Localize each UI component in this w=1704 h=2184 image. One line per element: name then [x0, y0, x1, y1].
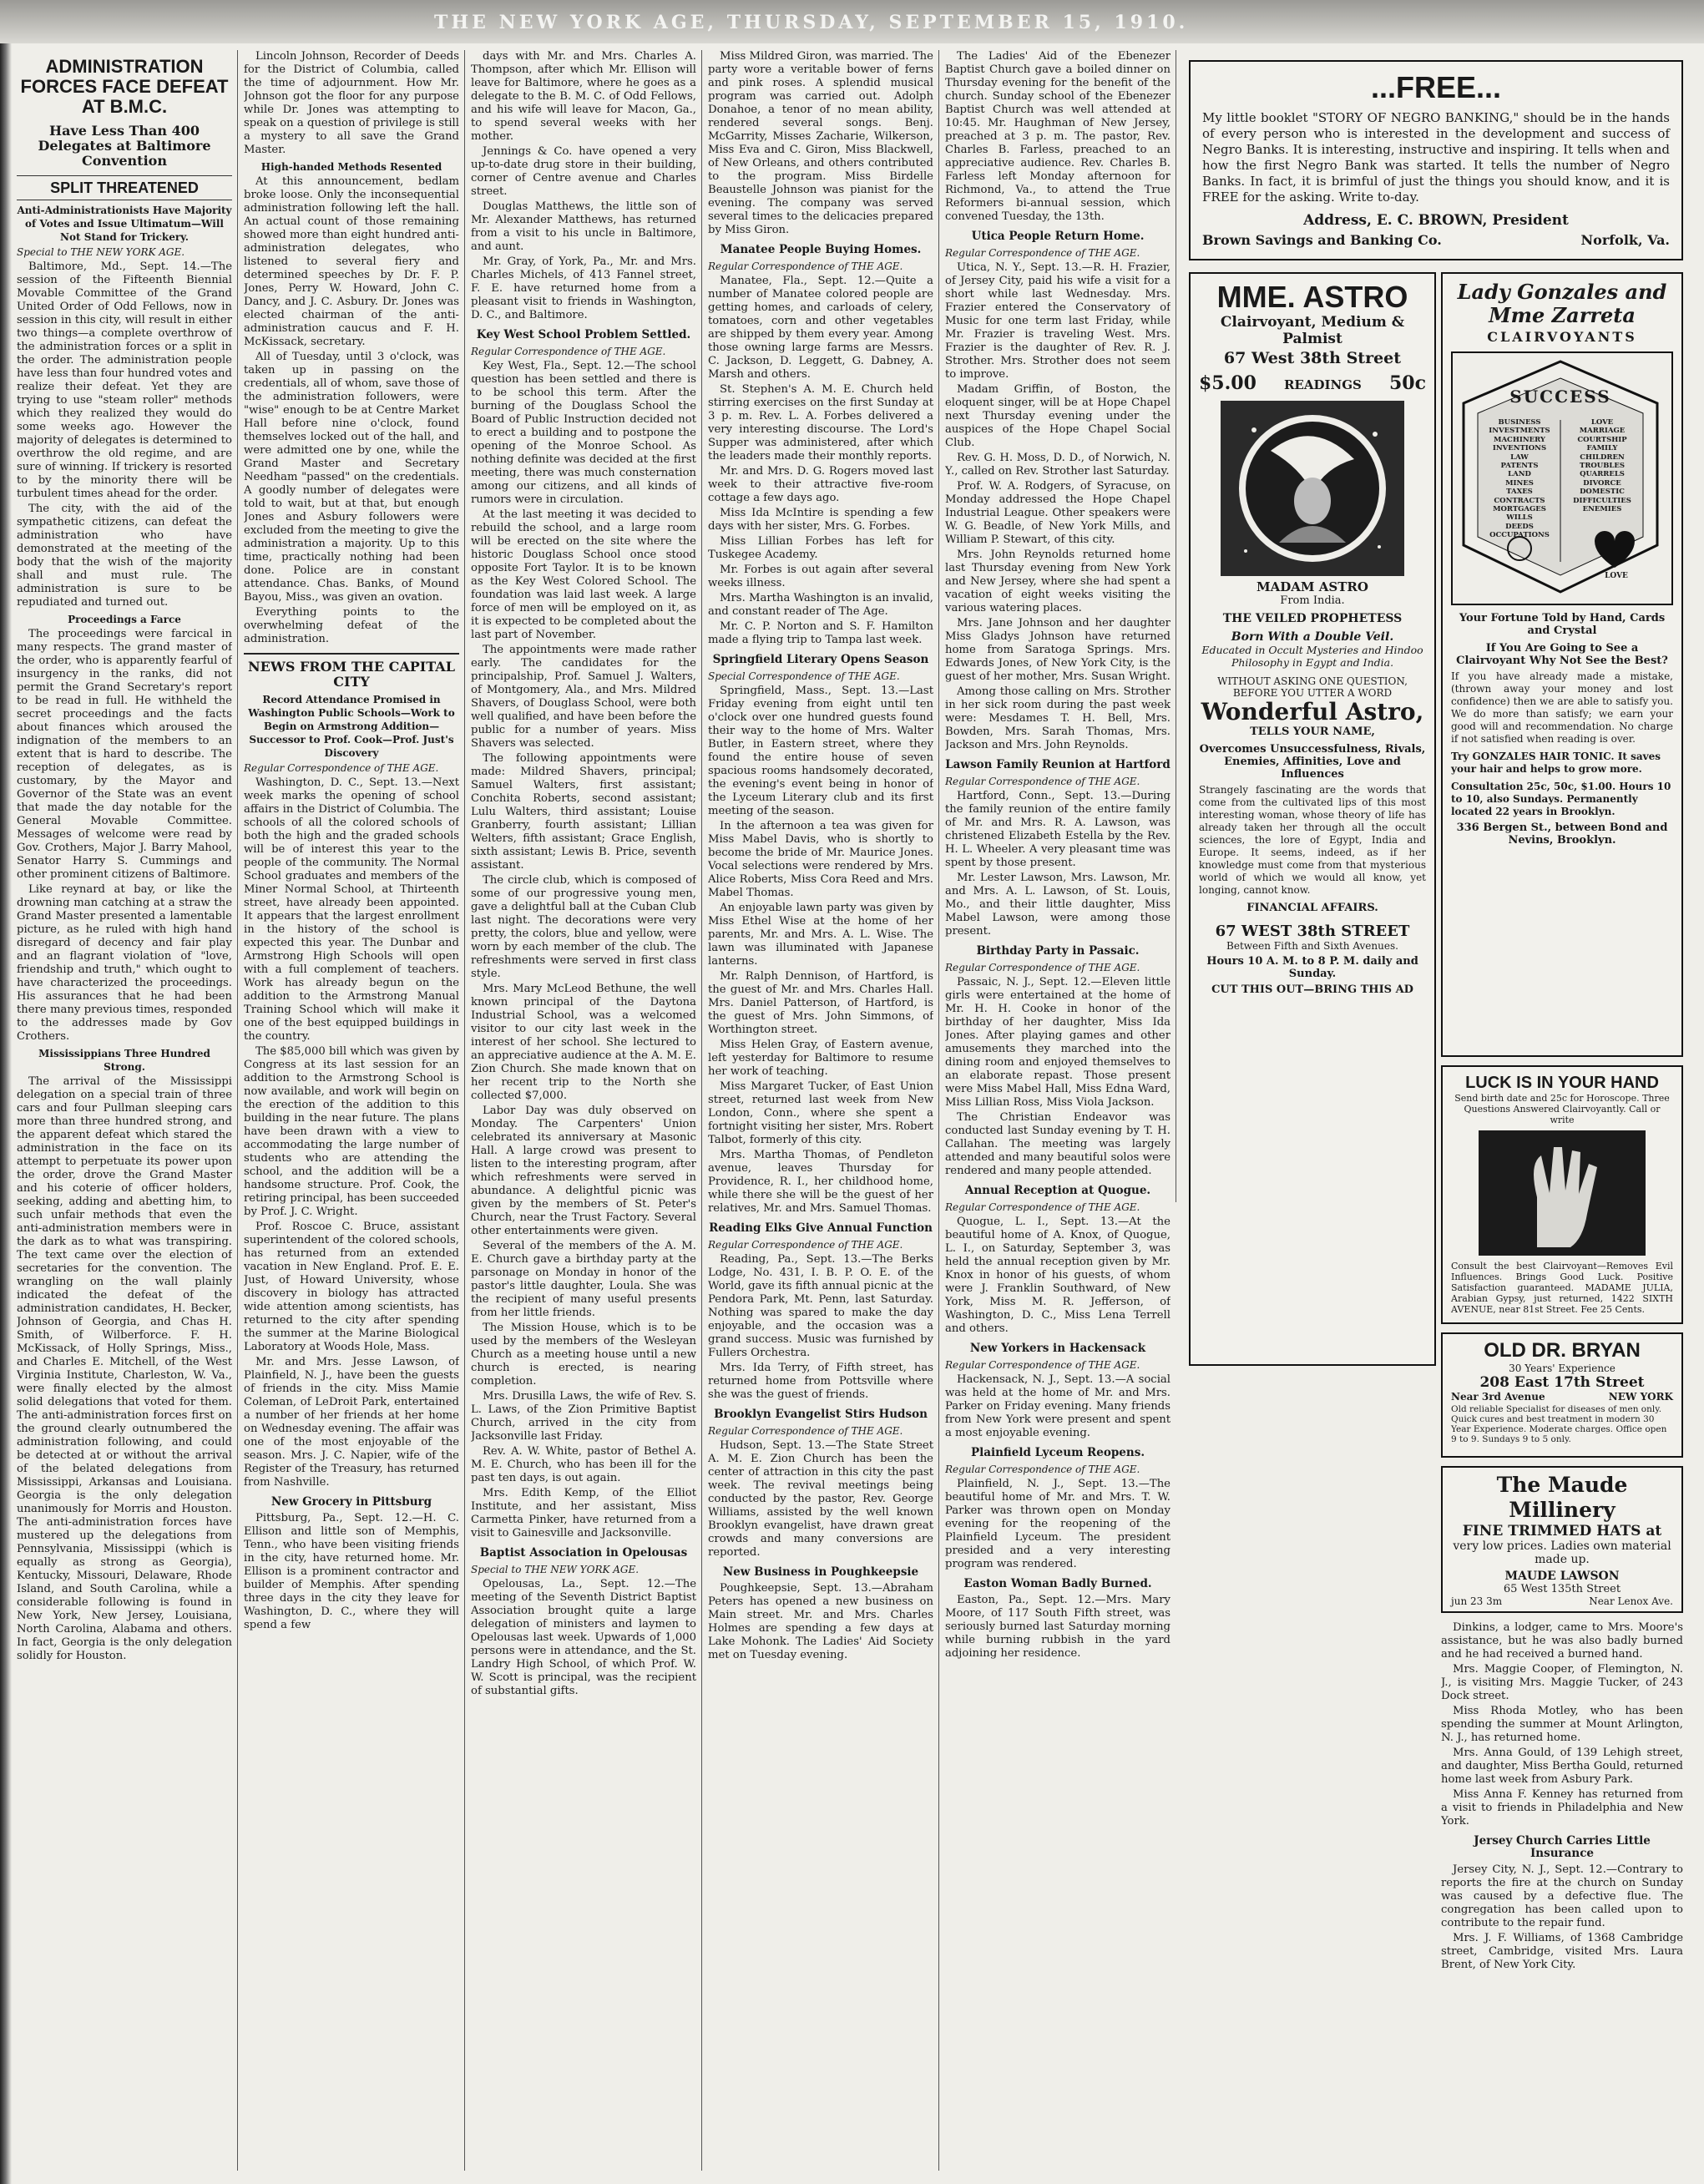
paragraph: The appointments were made rather early. The candidates for the principalship, Prof. Samuel J. Walters, of Montgomery, Ala., and Mrs. Mildred Shavers, of Douglass School, were both well qualified, and have been before the public for a number of years. Miss Shavers was selected.	[471, 644, 696, 750]
ad-address: 208 East 17th Street	[1479, 1374, 1645, 1391]
ad-body: My little booklet "STORY OF NEGRO BANKING," should be in the hands of every person who is interested in the development and success of Negro Banks. It is interesting, instructive and inspiring. It tells when and how the first Negro Bank was started. It tells the number of Negro Banks. In fact, it is brimful of just the things you should know, and it is FREE for the asking. Write to-day.	[1202, 110, 1670, 205]
portrait-caption: MADAM ASTRO	[1257, 579, 1368, 594]
paragraph: Miss Ida McIntire is spending a few days with her sister, Mrs. G. Forbes.	[708, 507, 933, 533]
masthead-title: THE NEW YORK AGE, THURSDAY, SEPTEMBER 15, 1910.	[434, 12, 1189, 33]
headline: New Grocery in Pittsburg	[271, 1495, 432, 1509]
headline: Brooklyn Evangelist Stirs Hudson	[714, 1408, 928, 1421]
section-subhead: Proceedings a Farce	[68, 614, 181, 625]
headline: Springfield Literary Opens Season	[712, 653, 929, 666]
ad-body: Old reliable Specialist for diseases of men only. Quick cures and best treatment in modern 30 Year Experience. Moderate charges. Office open 9 to 9. Sundays 9 to 5 only.	[1451, 1404, 1667, 1444]
correspondence-line: Regular Correspondence of THE AGE.	[471, 346, 666, 357]
paragraph: Washington, D. C., Sept. 13.—Next week marks the opening of school affairs in the District of Columbia. The schools of all the colored schools of both the high and the graded schools will be of interest this year to the people of the community. The Normal School graduates and members of the Miner Normal School, at Thirteenth street, have already been appointed. It appears that the largest enrollment in the history of the school is expected this year. The Dunbar and Armstrong High Schools will open with a full complement of teachers. Work has already begun on the addition to the Armstrong Manual Training School which will make it one of the best equipped buildings in the country.	[244, 776, 459, 1043]
column-rule	[464, 50, 465, 2171]
headline: Easton Woman Badly Burned.	[963, 1577, 1152, 1590]
emblem-left-word: LAW	[1510, 452, 1529, 462]
correspondence-line: Special to THE NEW YORK AGE.	[471, 1564, 640, 1575]
paragraph: Dinkins, a lodger, came to Mrs. Moore's assistance, but he was also badly burned and he had received a burned hand.	[1441, 1621, 1683, 1661]
paragraph: Mrs. Mary McLeod Bethune, the well known principal of the Daytona Industrial School, was a welcomed visitor to our city last week in the interest of her school. She lectured to an appreciative audience at the A. M. E. Zion Church. She made known that on her recent trip to the North she collected $7,000.	[471, 983, 696, 1102]
ad-city: NEW YORK	[1608, 1391, 1673, 1403]
emblem-right-word: QUARRELS	[1580, 470, 1625, 479]
emblem-right-list	[1565, 418, 1640, 513]
wonderful-astro: Wonderful Astro,	[1201, 698, 1424, 725]
ad-title: Lady Gonzales and Mme Zarreta	[1457, 280, 1667, 327]
emblem-right-word: ENEMIES	[1582, 505, 1622, 514]
correspondence-line: Regular Correspondence of THE AGE.	[945, 247, 1140, 259]
paragraph: Everything points to the overwhelming defeat of the administration.	[244, 606, 459, 645]
headline: Key West School Problem Settled.	[476, 328, 691, 341]
paragraph: The Mission House, which is to be used by the members of the Wesleyan Church as a meeting house until a new church is erected, is nearing completion.	[471, 1322, 696, 1388]
paragraph: Easton, Pa., Sept. 12.—Mrs. Mary Moore, of 117 South Fifth street, was seriously burned last Saturday morning while burning rubbish in the yard adjoining her residence.	[945, 1594, 1171, 1660]
column-rule	[701, 50, 702, 2171]
headline: Jersey Church Carries Little Insurance	[1474, 1834, 1651, 1860]
column-6	[1441, 1621, 1683, 2172]
paragraph: Mrs. Edith Kemp, of the Elliot Institute, and her assistant, Miss Carmetta Pinker, have returned from a visit to Gainesville and Jacksonville.	[471, 1487, 696, 1539]
headline: Baptist Association in Opelousas	[479, 1546, 688, 1560]
paragraph: Poughkeepsie, Sept. 13.—Abraham Peters has opened a new business on Main street. Mr. and Mrs. Charles Holmes are spending a few days at Lake Mohonk. The Ladies' Aid Society met on Tuesday evening.	[708, 1582, 933, 1661]
subheadline: SPLIT THREATENED	[17, 175, 232, 200]
column-2	[244, 50, 459, 2179]
paragraph: Mr. C. P. Norton and S. F. Hamilton made a flying trip to Tampa last week.	[708, 620, 933, 646]
educated-line: Educated in Occult Mysteries and Hindoo Philosophy in Egypt and India.	[1201, 644, 1423, 669]
correspondence-line: Special Correspondence of THE AGE.	[708, 670, 900, 682]
fortune-line: Your Fortune Told by Hand, Cards and Crystal	[1459, 612, 1666, 637]
paragraph: Miss Helen Gray, of Eastern avenue, left yesterday for Baltimore to resume her work of teaching.	[708, 1039, 933, 1078]
emblem-right-word: CHILDREN	[1580, 452, 1625, 462]
hair-tonic: Try GONZALES HAIR TONIC. It saves your hair and helps to grow more.	[1451, 751, 1661, 775]
paragraph: Lincoln Johnson, Recorder of Deeds for the District of Columbia, called the time of adjournment. How Mr. Johnson got the floor for any purpose while Dr. Jones was attempting to speak on a question of privilege is still a mystery to all save the Grand Master.	[244, 50, 459, 156]
paragraph: Like reynard at bay, or like the drowning man catching at a straw the Grand Master presented a lamentable picture, as he ruled with high hand disregard of decency and fair play and an flagrant violation of "love, friendship and truth," which ought to have characterized the proceedings. His assurances that he had been there many previous times, responded to the addresses made by Gov Crothers.	[17, 883, 232, 1043]
paragraph: Mr. Ralph Dennison, of Hartford, is the guest of Mr. and Mrs. Charles Hall. Mrs. Daniel Patterson, of Hartford, is the guest of Mrs. John Simmons, of Worthington street.	[708, 970, 933, 1036]
paragraph: Opelousas, La., Sept. 12.—The meeting of the Seventh District Baptist Association brought quite a large delegation of ministers and laymen to Opelousas last week. Upwards of 1,000 persons were in attendance, and the St. Landry High School, of which Prof. W. W. Scott is principal, was the recipient of substantial gifts.	[471, 1578, 696, 1697]
emblem-right-word: COURTSHIP	[1577, 435, 1627, 444]
born-veil: Born With a Double Veil.	[1231, 630, 1394, 644]
paragraph: Mrs. John Reynolds returned home last Thursday evening from New York and New Jersey, where she had spent a vacation of eight weeks visiting the various watering places.	[945, 549, 1171, 614]
emblem-right-word: DOMESTIC	[1580, 488, 1625, 497]
paragraph: At the last meeting it was decided to rebuild the school, and a large room will be erected on the site where the historic Douglass School once stood opposite Fort Taylor. It is to be known as the Key West Colored School. The foundation was laid last week. A large force of men will be employed on it, as it is expected to be completed about the last part of November.	[471, 508, 696, 641]
emblem-right-word: TROUBLES	[1580, 462, 1625, 471]
emblem-love-label: LOVE	[1605, 572, 1628, 580]
luck-ad	[1441, 1065, 1683, 1324]
emblem-right-word: MARRIAGE	[1579, 427, 1626, 436]
correspondence-line: Regular Correspondence of THE AGE.	[945, 1464, 1140, 1475]
ad-bottom-address: 67 WEST 38th STREET	[1215, 923, 1410, 940]
emblem-left-word: INVENTIONS	[1492, 444, 1547, 453]
correspondence-line: Regular Correspondence of THE AGE.	[945, 1201, 1140, 1213]
paragraph: The arrival of the Mississippi delegation on a special train of three cars and four Pullman sleeping cars more than three hundred strong, and the apparent defeat which stared the administration in the face on its attempt to perpetuate its power upon the order, drove the Grand Master and his coterie of officer holders, seeking, adding and abetting him, to such unfair methods that even the anti-administration members were in the dark as to what was transpiring. The text came over the election of secretaries for the convention. The wrangling on the wall plainly indicated the defeat of the administration candidates, H. Becker, Johnson of Georgia, and Chas H. Smith, of Wilberforce. F. H. McKissack, of Holly Springs, Miss., and Charles E. Mitchell, of the West Virginia Institute, Charleston, W. Va., were finally elected by the almost solid delegations that voted for them. The anti-administration forces first on the ground clearly outnumbered the administration following, and could be detected at or without the arrival of the belated delegations from Mississippi, Arkansas and Louisiana. Georgia is the only delegation unanimously for Morris and Houston. The anti-administration forces have mustered up the delegations from Pennsylvania, Mississippi (which is equally as strong as Georgia), Kentucky, Missouri, Delaware, Rhode Island, and South Carolina, while a considerable following is found in New York, New Jersey, Louisiana, North Carolina, Alabama and others. In fact, Georgia is the only delegation solidly for Houston.	[17, 1075, 232, 1662]
section-subhead: Mississippians Three Hundred Strong.	[38, 1048, 210, 1073]
mme-astro-ad	[1189, 272, 1436, 1366]
column-rule	[237, 50, 238, 2171]
paragraph: Madam Griffin, of Boston, the eloquent singer, will be at Hope Chapel next Thursday evening under the auspices of the Hope Chapel Social Club.	[945, 383, 1171, 449]
paragraph: The circle club, which is composed of some of our progressive young men, gave a delightful ball at the Cuban Club last night. The decorations were very pretty, the colors, blue and yellow, were worn by each member of the club. The refreshments were served in first class style.	[471, 874, 696, 980]
paragraph: Mrs. Jane Johnson and her daughter Miss Gladys Johnson have returned home from Saratoga Springs. Mrs. Edwards Jones, of New York City, is the guest of her mother, Mrs. Susan Wright.	[945, 617, 1171, 683]
paragraph: Mrs. Maggie Cooper, of Flemington, N. J., is visiting Mrs. Maggie Tucker, of 243 Dock street.	[1441, 1663, 1683, 1702]
ad-address: Address, E. C. BROWN, President	[1303, 212, 1569, 229]
paragraph: Miss Anna F. Kenney has returned from a visit to friends in Philadelphia and New York.	[1441, 1788, 1683, 1828]
paragraph: Miss Lillian Forbes has left for Tuskegee Academy.	[708, 535, 933, 561]
ad-hours: Hours 10 A. M. to 8 P. M. daily and Sunday.	[1206, 955, 1418, 980]
headline: New Business in Poughkeepsie	[722, 1565, 919, 1579]
subheadline: Have Less Than 400 Delegates at Baltimore Convention	[38, 123, 211, 169]
ad-near: Near 3rd Avenue	[1451, 1391, 1545, 1403]
paragraph: Utica, N. Y., Sept. 13.—R. H. Frazier, of Jersey City, paid his wife a visit for a short while last Wednesday. Mrs. Frazier entered the Conservatory of Music for one term last Friday, while Mr. Frazier is traveling West. Mrs. Frazier is the daughter of Rev. R. J. Strother. Mrs. Strother does not seem to improve.	[945, 261, 1171, 381]
emblem-left-word: INVESTMENTS	[1489, 427, 1550, 436]
lady-gonzales-ad	[1441, 272, 1683, 1057]
column-4	[708, 50, 933, 2179]
headline: Manatee People Buying Homes.	[720, 243, 922, 256]
paragraph: Springfield, Mass., Sept. 13.—Last Friday evening from eight until ten o'clock over one hundred guests found their way to the home of Mrs. Walter Butler, in Eastern street, where they found the entire house of seven spacious rooms handsomely decorated, the evening's event being in honor of the Lyceum Literary club and its first meeting of the season.	[708, 685, 933, 817]
emblem-right-word: DIVORCE	[1583, 478, 1621, 488]
ad-cut-out: CUT THIS OUT—BRING THIS AD	[1211, 983, 1413, 996]
ad-subtitle: CLAIRVOYANTS	[1487, 329, 1637, 345]
paragraph: Labor Day was duly observed on Monday. The Carpenters' Union celebrated its anniversary at Masonic Hall. A large crowd was present to listen to the interesting program, after which refreshments were served in abundance. A delightful picnic was given by the members of St. Peter's Church, near the Trust Factory. Several other entertainments were given.	[471, 1105, 696, 1237]
paragraph: Key West, Fla., Sept. 12.—The school question has been settled and there is to be school this term. After the burning of the Douglass School the Board of Public Instruction decided not to erect a building and to postpone the opening of the Monroe School. As nothing definite was decided at the first meeting, there was much consternation among our citizens, and all kinds of rumors were in circulation.	[471, 360, 696, 506]
headline: Plainfield Lyceum Reopens.	[970, 1446, 1145, 1459]
correspondence-line: Regular Correspondence of THE AGE.	[708, 1425, 903, 1437]
headline: New Yorkers in Hackensack	[969, 1342, 1146, 1355]
ad-line1: FINE TRIMMED HATS at	[1462, 1523, 1662, 1539]
paragraph: Hackensack, N. J., Sept. 13.—A social was held at the home of Mr. and Mrs. Parker on Friday evening. Many friends from New York were present and spent a most enjoyable evening.	[945, 1373, 1171, 1439]
paragraph: The Ladies' Aid of the Ebenezer Baptist Church gave a boiled dinner on Thursday evening for the benefit of the church. Sunday school of the Ebenezer Baptist Church was well attended at 10:45. Mr. Haughman of New Jersey, preached at 3 p. m. The pastor, Rev. Charles B. Farless, preached to an appreciative audience. Rev. Charles B. Farless left Monday afternoon for Richmond, Va., to attend the True Reformers bi-annual session, which convened Tuesday, the 13th.	[945, 50, 1171, 223]
emblem-left-word: TAXES	[1506, 488, 1533, 497]
paragraph: Mr. Gray, of York, Pa., Mr. and Mrs. Charles Michels, of 413 Fannel street, F. E. have returned home from a pleasant visit to friends in Washington, D. C., and Baltimore.	[471, 255, 696, 321]
emblem-left-word: LAND	[1508, 470, 1531, 479]
emblem-title: SUCCESS	[1509, 387, 1611, 407]
ad-title: The Maude Millinery	[1496, 1473, 1628, 1522]
paragraph: Passaic, N. J., Sept. 12.—Eleven little girls were entertained at the home of Mr. H. H. Cooke in honor of the birthday of her daughter, Miss Ida Jones. After playing games and other amusements they marched into the dining room and enjoyed themselves to an elaborate repast. Those present were Miss Mabel Hall, Miss Edna Ward, Miss Lillian Ross, Miss Viola Jackson.	[945, 976, 1171, 1109]
emblem-left-word: WILLS	[1506, 513, 1533, 523]
ad-address: 65 West 135th Street	[1503, 1583, 1621, 1595]
headline: ADMINISTRATION FORCES FACE DEFEAT AT B.M.C.	[20, 56, 229, 117]
emblem-left-word: CONTRACTS	[1494, 496, 1545, 505]
correspondence-line: Special to THE NEW YORK AGE.	[17, 246, 185, 258]
paragraph: Jennings & Co. have opened a very up-to-date drug store in their building, corner of Centre avenue and Charles street.	[471, 145, 696, 198]
question-line: If You Are Going to See a Clairvoyant Why Not See the Best?	[1456, 642, 1668, 667]
paragraph: The proceedings were farcical in many respects. The grand master of the order, who is apparently fearful of insurgency in the ranks, did not permit the Grand Secretary's report to be read in full. He withheld the secret proceedings and the facts about finances which aroused the indignation of the members to an extent that is hard to describe. The reception of delegates, as is customary, by the Mayor and Governor of the State was an event that made the day notable for the General Movable Committee. Messages of welcome were read by Gov. Crothers, Major J. Barry Mahool, Senator Harry S. Cummings and other prominent citizens of Baltimore.	[17, 628, 232, 881]
paragraph: In the afternoon a tea was given for Miss Mabel Davis, who is shortly to become the bride of Mr. Maurice Jones. Vocal selections were rendered by Mrs. Alice Roberts, Miss Cora Reed and Mrs. Mabel Thomas.	[708, 820, 933, 899]
headline: Reading Elks Give Annual Function	[709, 1221, 933, 1235]
paragraph: Mrs. Drusilla Laws, the wife of Rev. S. L. Laws, of the Zion Primitive Baptist Church, arrived in the city from Jacksonville last Friday.	[471, 1390, 696, 1443]
paragraph: At this announcement, bedlam broke loose. Only the inconsequential administration following left the hall. An actual count of those remaining showed more than eight hundred anti-administration delegates, who listened to several fiery and determined speeches by Dr. F. P. Jones, Perry W. Howard, John C. Dancy, and J. C. Asbury. Dr. Jones was elected chairman of the anti-administration caucus and F. H. McKissack, secretary.	[244, 175, 459, 348]
ad-years: 30 Years' Experience	[1509, 1362, 1616, 1374]
emblem-left-word: BUSINESS	[1498, 418, 1541, 427]
price-low: 50c	[1388, 372, 1426, 394]
overcomes-line: Overcomes Unsuccessfulness, Rivals, Enemies, Affinities, Love and Influences	[1199, 743, 1426, 781]
paragraph: Mrs. Martha Thomas, of Pendleton avenue, leaves Thursday for Providence, R. I., her childhood home, while there she will be the guest of her relatives, Mr. and Mrs. Samuel Thomas.	[708, 1149, 933, 1215]
ad-address: 67 West 38th Street	[1223, 349, 1402, 367]
emblem-left-word: MACHINERY	[1494, 435, 1545, 444]
paragraph: Mrs. Anna Gould, of 139 Lehigh street, and daughter, Miss Bertha Gould, returned home last week from Asbury Park.	[1441, 1747, 1683, 1786]
headline: Annual Reception at Quogue.	[964, 1184, 1151, 1197]
emblem-left-word: MINES	[1505, 478, 1534, 488]
paragraph: Mr. and Mrs. Jesse Lawson, of Plainfield, N. J., have been the guests of friends in the city. Miss Mamie Coleman, of LeDroit Park, entertained a number of her friends at her home on Wednesday evening. The affair was one of the most enjoyable of the season. Mrs. J. C. Napier, wife of the Register of the Treasury, has returned from Nashville.	[244, 1356, 459, 1489]
paragraph: Reading, Pa., Sept. 13.—The Berks Lodge, No. 431, I. B. P. O. E. of the World, gave its fifth annual picnic at the Pendora Park, Mt. Penn, last Saturday. Nothing was spared to make the day enjoyable, and the occasion was a grand success. Music was furnished by Fullers Orchestra.	[708, 1253, 933, 1359]
paragraph: Prof. Roscoe C. Bruce, assistant superintendent of the colored schools, has returned from an extended vacation in New England. Prof. E. E. Just, of Howard University, whose discovery in biology has attracted wide attention among scientists, has returned to the city after spending the summer at the Marine Biological Laboratory at Woods Hole, Mass.	[244, 1221, 459, 1353]
paragraph: Mrs. J. F. Williams, of 1368 Cambridge street, Cambridge, visited Mrs. Laura Brent, of New York City.	[1441, 1932, 1683, 1971]
paragraph: Rev. G. H. Moss, D. D., of Norwich, N. Y., called on Rev. Strother last Saturday.	[945, 452, 1171, 478]
paragraph: Baltimore, Md., Sept. 14.—The session of the Fifteenth Biennial Movable Committee of the Grand United Order of Odd Fellows, now in session in this city, will result in either two things—a complete overthrow of the administration forces or a split in the order. The administration people have less than four hundred votes and realize their defeat. Yet they are trying to use "steam roller" methods which they realized they would do some weeks ago. However the majority of delegates is determined to overthrow the old regime, and are sure of winning. If trickery is resorted to by the minority there will be turbulent times ahead for the order.	[17, 260, 232, 500]
paragraph: Pittsburg, Pa., Sept. 12.—H. C. Ellison and little son of Memphis, Tenn., who have been visiting friends in the city, have returned home. Mr. Ellison is a prominent contractor and builder of Memphis. After spending three days in the city they leave for Washington, D. C., where they will spend a few	[244, 1512, 459, 1631]
ad-date: jun 23 3m	[1451, 1595, 1503, 1607]
headline: Utica People Return Home.	[971, 230, 1145, 243]
portrait-caption-origin: From India.	[1280, 594, 1345, 607]
paragraph: The $85,000 bill which was given by Congress at its last session for an addition to the Armstrong School is now available, and work will begin on the erection of the addition to this building in the near future. The plans have been drawn with a view to accommodating the large number of students who are attending the school, and the addition will be a handsome structure. Prof. Cook, the retiring principal, has been succeeded by Prof. J. C. Wright.	[244, 1045, 459, 1218]
paragraph: Plainfield, N. J., Sept. 13.—The beautiful home of Mr. and Mrs. T. W. Parker was thrown open on Monday evening for the reopening of the Plainfield Lyceum. The president presided and a very interesting program was rendered.	[945, 1478, 1171, 1570]
page-fold-shadow	[0, 0, 12, 2184]
paragraph: An enjoyable lawn party was given by Miss Ethel Wise at the home of her parents, Mr. and Mrs. A. L. Wise. The lawn was illuminated with Japanese lanterns.	[708, 902, 933, 968]
paragraph: Hudson, Sept. 13.—The State Street A. M. E. Zion Church has been the center of attraction in this city the past week. The revival meetings being conducted by the pastor, Rev. George Williams, assisted by the well known Brooklyn evangelist, have drawn great crowds and many conversions are reported.	[708, 1439, 933, 1559]
headline: Birthday Party in Passaic.	[976, 944, 1140, 958]
paragraph: Manatee, Fla., Sept. 12.—Quite a number of Manatee colored people are getting homes, and carloads of celery, tomatoes, corn and other vegetables are shipped by them every year. Among those owning large farms are Messrs. C. Jackson, D. Leggett, G. Dabney, A. Marsh and others.	[708, 275, 933, 381]
ad-sub: Send birth date and 25c for Horoscope. Three Questions Answered Clairvoyantly. Call or write	[1454, 1093, 1670, 1125]
paragraph: Several of the members of the A. M. E. Church gave a birthday party at the parsonage on Monday in honor of the pastor's little daughter, Loula. She was the recipient of many useful presents from her little friends.	[471, 1240, 696, 1319]
correspondence-line: Regular Correspondence of THE AGE.	[708, 1239, 903, 1251]
emblem-left-word: MORTGAGES	[1493, 505, 1546, 514]
paragraph: Mr. Lester Lawson, Mrs. Lawson, Mr. and Mrs. A. L. Lawson, of St. Louis, Mo., and their little daughter, Miss Mabel Lawson, were among those present.	[945, 872, 1171, 938]
tells-name: TELLS YOUR NAME,	[1250, 725, 1375, 738]
paragraph: St. Stephen's A. M. E. Church held stirring exercises on the first Sunday at 3 p. m. Rev. L. A. Forbes delivered a very interesting discourse. The Lord's Supper was administered, after which the leaders made their monthly reports.	[708, 383, 933, 463]
paragraph: Quogue, L. I., Sept. 13.—At the beautiful home of A. Knox, of Quogue, L. I., on Saturday, September 3, was held the annual reception given by Mr. Knox in honor of his guests, of whom were J. Franklin Southward, of New York, Miss M. R. Jefferson, of Washington, D. C., Miss Lena Terrell and others.	[945, 1216, 1171, 1335]
column-5	[945, 50, 1171, 2179]
ad-city: Norfolk, Va.	[1580, 232, 1670, 248]
masthead	[0, 0, 1704, 43]
paragraph: Mrs. Ida Terry, of Fifth street, has returned home from Pottsville where she was the guest of friends.	[708, 1362, 933, 1401]
without-asking: WITHOUT ASKING ONE QUESTION, BEFORE YOU UTTER A WORD	[1217, 675, 1408, 699]
ad-bottom-between: Between Fifth and Sixth Avenues.	[1226, 940, 1398, 952]
paragraph: The following appointments were made: Mildred Shavers, principal; Samuel Walters, first assistant; Conchita Roberts, second assistant; Lulu Walters, third assistant; Louise Granberry, fourth assistant; Lillian Welters, fifth assistant; Grace English, sixth assistant; Lewis B. Price, seventh assistant.	[471, 752, 696, 872]
section-subhead: High-handed Methods Resented	[260, 161, 442, 173]
dr-bryan-ad	[1441, 1332, 1683, 1458]
correspondence-line: Regular Correspondence of THE AGE.	[945, 776, 1140, 787]
emblem-left-word: DEEDS	[1505, 522, 1534, 531]
free-booklet-ad	[1189, 60, 1683, 260]
ad-subtitle: Clairvoyant, Medium & Palmist	[1220, 314, 1405, 347]
ad-title: LUCK IS IN YOUR HAND	[1465, 1074, 1659, 1092]
correspondence-line: Regular Correspondence of THE AGE.	[945, 962, 1140, 973]
ad-address: 336 Bergen St., between Bond and Nevins, Brooklyn.	[1456, 822, 1668, 847]
deck: Anti-Administrationists Have Majority of Votes and Issue Ultimatum—Will Not Stand for Trickery.	[17, 205, 232, 243]
ad-body: Strangely fascinating are the words that come from the cultivated lips of this most interesting woman, whose theory of life has already taken her through all the occult sciences, the lore of Egypt, India and Europe. It seems, indeed, as if her knowledge must come from that mysterious world of which we would all know, yet longing, cannot know.	[1199, 784, 1426, 896]
ad-near: Near Lenox Ave.	[1589, 1595, 1673, 1607]
ad-title: OLD DR. BRYAN	[1484, 1339, 1641, 1362]
paragraph: The Christian Endeavor was conducted last Sunday evening by T. H. Callahan. The meeting was largely attended and many beautiful solos were rendered and many people attended.	[945, 1111, 1171, 1177]
paragraph: All of Tuesday, until 3 o'clock, was taken up in passing on the credentials, all of whom, save those of the administration followers, were "wise" enough to be at Centre Market Hall before nine o'clock, found themselves locked out of the hall, and were admitted one by one, while the Grand Master and Secretary Needham "passed" on the credentials. A goodly number of delegates were told to wait, but at that, but enough Jones and Asbury followers were excluded from the meeting to give the administration a majority. Up to this time, practically nothing had been done. Police are in constant attendance. Chas. Banks, of Mound Bayou, Miss., was given an ovation.	[244, 351, 459, 604]
paragraph: Mr. Forbes is out again after several weeks illness.	[708, 564, 933, 589]
correspondence-line: Regular Correspondence of THE AGE.	[708, 260, 903, 272]
paragraph: days with Mr. and Mrs. Charles A. Thompson, after which Mr. Ellison will leave for Baltimore, where he goes as a delegate to the B. M. C. of Odd Fellows, and his wife will leave for Macon, Ga., to spend several weeks with her mother.	[471, 50, 696, 143]
paragraph: Among those calling on Mrs. Strother in her sick room during the past week were: Mesdames T. H. Bell, Mrs. Bowden, Mrs. Sarah Thomas, Mrs. Jackson and Mrs. John Reynolds.	[945, 685, 1171, 751]
price-high: $5.00	[1199, 372, 1257, 394]
correspondence-line: Regular Correspondence of THE AGE.	[244, 762, 439, 774]
financial-affairs: FINANCIAL AFFAIRS.	[1246, 902, 1378, 914]
column-1	[17, 50, 232, 2179]
ad-body: If you have already made a mistake, (thrown away your money and lost confidence) then we are able to satisfy you. We do more than satisfy; we earn your good will and recommendation. No charge if not satisfied when reading is over.	[1451, 670, 1673, 745]
ad-body: Consult the best Clairvoyant—Removes Evil Influences. Brings Good Luck. Positive Satisfaction guaranteed. MADAME JULIA, Arabian Gypsy, just returned, 1422 SIXTH AVENUE, near 81st Street. Fee 25 Cents.	[1451, 1261, 1673, 1315]
veiled-prophetess: THE VEILED PROPHETESS	[1222, 612, 1403, 625]
paragraph: Rev. A. W. White, pastor of Bethel A. M. E. Church, who has been ill for the past ten days, is out again.	[471, 1445, 696, 1484]
paragraph: Hartford, Conn., Sept. 13.—During the family reunion of the entire family of Mr. and Mrs. R. A. Lawson, was christened Elizabeth Estella by the Rev. H. L. Wheeler. A very pleasant time was spent by those present.	[945, 790, 1171, 869]
paragraph: Jersey City, N. J., Sept. 12.—Contrary to reports the fire at the church on Sunday was caused by a defective flue. The congregation has been called upon to contribute to the repair fund.	[1441, 1863, 1683, 1929]
emblem-right-word: LOVE	[1590, 418, 1614, 427]
paragraph: Miss Mildred Giron, was married. The party wore a veritable bower of ferns and pink roses. A splendid musical program was carried out. Adolph Donahoe, a tenor of no mean ability, rendered several songs. Benj. McGarrity, Misses Zacharie, Wilkerson, Miss Eva and C. Giron, Miss Blackwell, of New Orleans, and others contributed to the program. Miss Birdelle Beaustelle Johnson was pianist for the evening. The company was served several times to the delicacies prepared by Miss Giron.	[708, 50, 933, 236]
paragraph: Miss Rhoda Motley, who has been spending the summer at Mount Arlington, N. J., has returned home.	[1441, 1705, 1683, 1744]
emblem-right-word: FAMILY	[1586, 444, 1618, 453]
paragraph: Prof. W. A. Rodgers, of Syracuse, on Monday addressed the Hope Chapel Industrial League. Other speakers were W. G. Beadle, of New York Mills, and William P. Stewart, of this city.	[945, 480, 1171, 546]
paragraph: Douglas Matthews, the little son of Mr. Alexander Matthews, has returned from a visit to his uncle in Baltimore, and aunt.	[471, 200, 696, 253]
success-emblem	[1451, 351, 1673, 605]
emblem-left-list	[1483, 418, 1556, 540]
emblem-left-word: OCCUPATIONS	[1489, 531, 1550, 540]
column-3	[471, 50, 696, 2179]
correspondence-line: Regular Correspondence of THE AGE.	[945, 1359, 1140, 1371]
ad-name: MAUDE LAWSON	[1504, 1570, 1620, 1583]
ad-line2: very low prices. Ladies own material made up.	[1453, 1539, 1671, 1566]
palm-hand-icon	[1479, 1130, 1646, 1256]
deck: Record Attendance Promised in Washington Public Schools—Work to Begin on Armstrong Addition—Successor to Prof. Cook—Prof. Just's Discovery	[248, 694, 455, 759]
consultation: Consultation 25c, 50c, $1.00. Hours 10 to 10, also Sundays. Permanently located 22 years in Brooklyn.	[1451, 781, 1671, 817]
emblem-right-word: DIFFICULTIES	[1573, 496, 1631, 505]
ad-title: MME. ASTRO	[1216, 280, 1408, 314]
ad-company: Brown Savings and Banking Co.	[1202, 232, 1442, 248]
paragraph: Mr. and Mrs. D. G. Rogers moved last week to their attractive five-room cottage a few days ago.	[708, 465, 933, 504]
emblem-left-word: PATENTS	[1500, 462, 1539, 471]
paragraph: Mrs. Martha Washington is an invalid, and constant reader of The Age.	[708, 592, 933, 618]
column-rule	[938, 50, 939, 2171]
ad-title: ...FREE...	[1370, 70, 1502, 104]
astro-portrait-icon	[1221, 401, 1404, 576]
paragraph: Miss Margaret Tucker, of East Union street, returned last week from New London, Conn., where she spent a fortnight visiting her sister, Mrs. Robert Talbot, formerly of this city.	[708, 1080, 933, 1146]
price-label: READINGS	[1283, 377, 1362, 392]
headline: Lawson Family Reunion at Hartford	[945, 758, 1171, 771]
maude-millinery-ad	[1441, 1466, 1683, 1613]
headline: NEWS FROM THE CAPITAL CITY	[244, 653, 459, 690]
paragraph: The city, with the aid of the sympathetic citizens, can defeat the administration who have demonstrated at the meeting of the body that the wish of the majority shall and must rule. The administration is sure to be repudiated and turned out.	[17, 503, 232, 609]
